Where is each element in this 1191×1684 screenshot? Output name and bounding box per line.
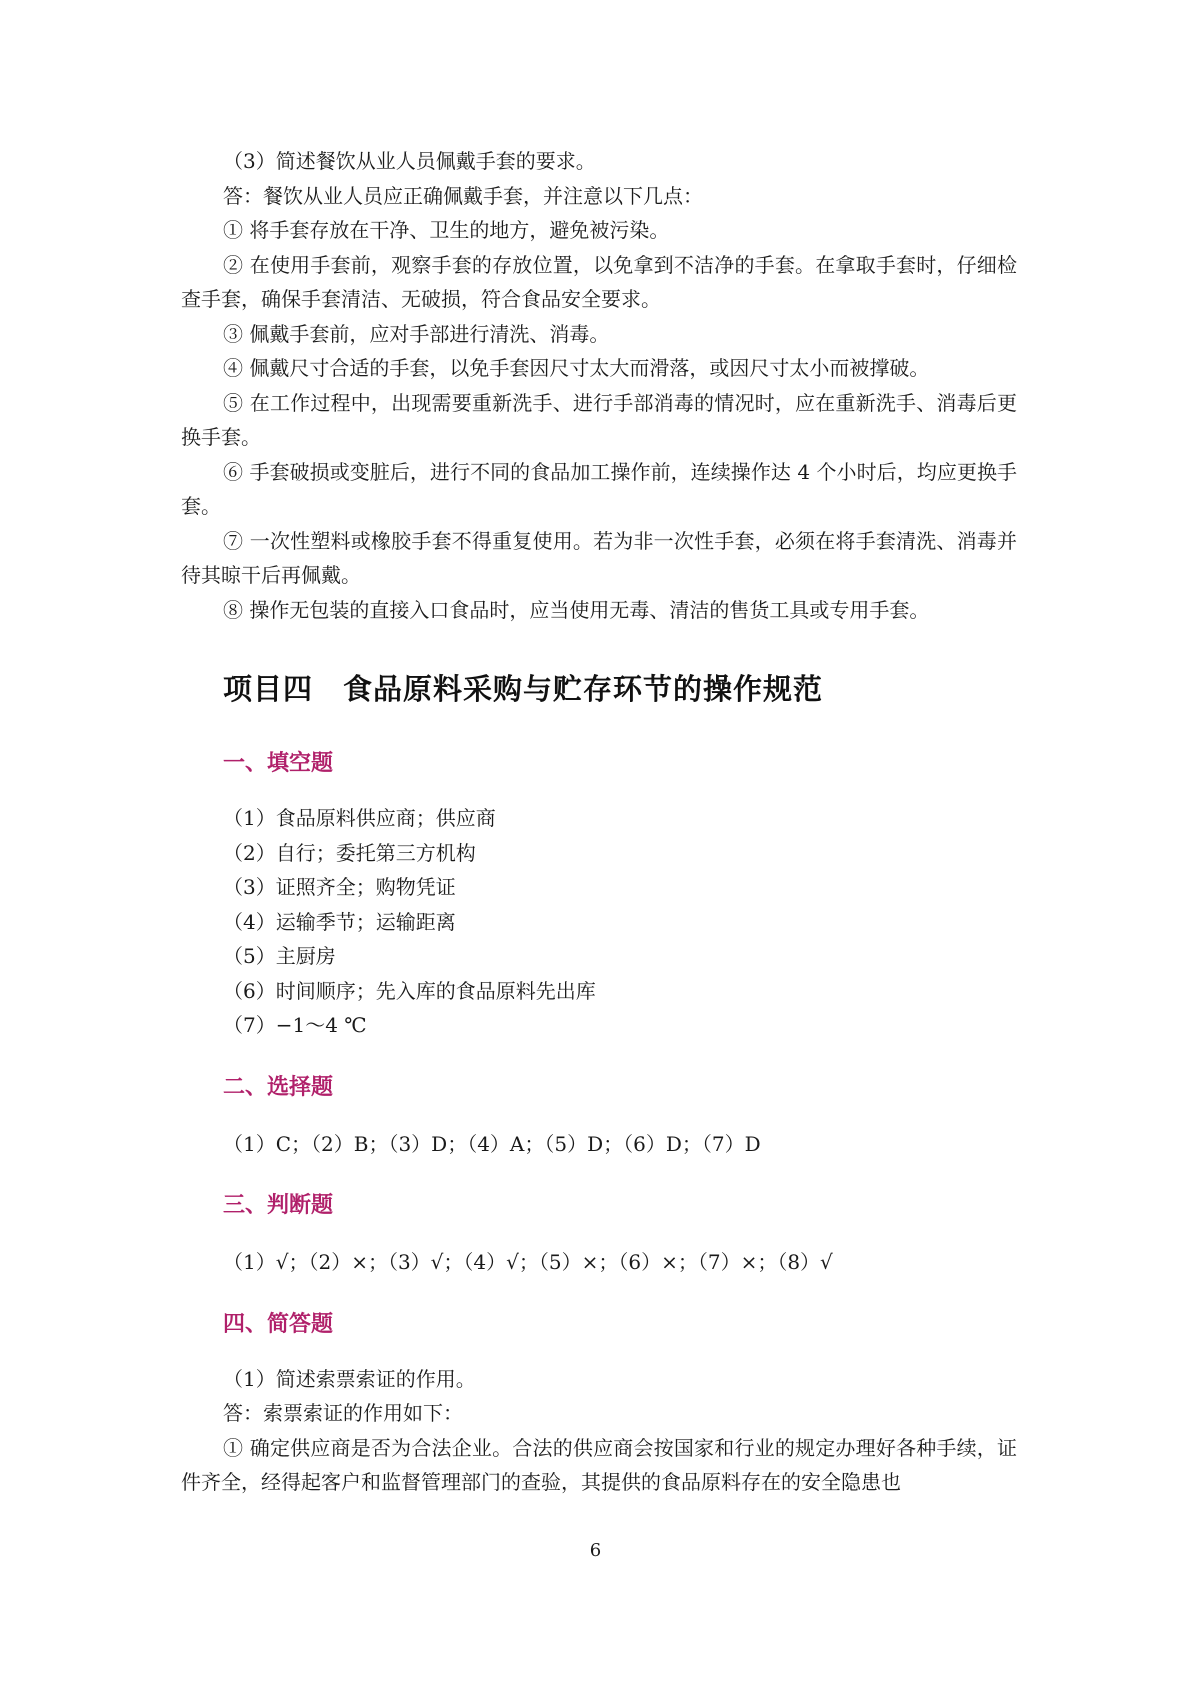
glove-point-2: ② 在使用手套前，观察手套的存放位置，以免拿到不洁净的手套。在拿取手套时，仔细检查手套，确保手套清洁、无破损，符合食品安全要求。	[181, 252, 1017, 311]
short-answer-intro: 答：索票索证的作用如下：	[223, 1401, 463, 1425]
glove-point-4: ④ 佩戴尺寸合适的手套，以免手套因尺寸太大而滑落，或因尺寸太小而被撑破。	[223, 356, 930, 380]
glove-point-6: ⑥ 手套破损或变脏后，进行不同的食品加工操作前，连续操作达 4 个小时后，均应更换手套。	[181, 459, 1017, 518]
fill-blank-item-4: （4）运输季节；运输距离	[223, 909, 456, 934]
page-content	[181, 144, 1017, 1500]
choice-answers: （1）C；（2）B；（3）D；（4）A；（5）D；（6）D；（7）D	[223, 1131, 761, 1156]
section-heading-fill-blank: 一、填空题	[223, 751, 334, 776]
page-number: 6	[589, 1540, 602, 1561]
project-title: 项目四 食品原料采购与贮存环节的操作规范	[223, 672, 824, 706]
fill-blank-item-3: （3）证照齐全；购物凭证	[223, 875, 456, 899]
section-heading-choice: 二、选择题	[223, 1074, 334, 1100]
glove-point-3: ③ 佩戴手套前，应对手部进行清洗、消毒。	[223, 321, 610, 346]
judge-answers: （1）√；（2）×；（3）√；（4）√；（5）×；（6）×；（7）×；（8）√	[223, 1250, 833, 1274]
fill-blank-item-5: （5）主厨房	[223, 944, 336, 968]
question-gloves: （3）简述餐饮从业人员佩戴手套的要求。	[223, 149, 596, 173]
glove-point-8: ⑧ 操作无包装的直接入口食品时，应当使用无毒、清洁的售货工具或专用手套。	[223, 597, 930, 622]
fill-blank-item-2: （2）自行；委托第三方机构	[223, 840, 476, 865]
fill-blank-item-6: （6）时间顺序；先入库的食品原料先出库	[223, 978, 596, 1003]
section-heading-judge: 三、判断题	[223, 1193, 334, 1218]
glove-point-1: ① 将手套存放在干净、卫生的地方，避免被污染。	[223, 218, 670, 242]
fill-blank-item-1: （1）食品原料供应商；供应商	[223, 806, 496, 830]
glove-point-7: ⑦ 一次性塑料或橡胶手套不得重复使用。若为非一次性手套，必须在将手套清洗、消毒并待其晾干后再佩戴。	[181, 528, 1017, 587]
answer-intro-gloves: 答：餐饮从业人员应正确佩戴手套，并注意以下几点：	[223, 183, 703, 208]
fill-blank-item-7: （7）−1～4 ℃	[223, 1013, 367, 1037]
short-answer-point-1: ① 确定供应商是否为合法企业。合法的供应商会按国家和行业的规定办理好各种手续，证件齐全，经得起客户和监督管理部门的查验，其提供的食品原料存在的安全隐患也	[181, 1435, 1017, 1494]
fill-blank-list	[181, 801, 1017, 1043]
short-answer-question: （1）简述索票索证的作用。	[223, 1366, 476, 1391]
glove-point-5: ⑤ 在工作过程中，出现需要重新洗手、进行手部消毒的情况时，应在重新洗手、消毒后更换手套。	[181, 390, 1017, 449]
section-heading-short-answer: 四、简答题	[223, 1311, 334, 1337]
short-answer-block	[181, 1362, 1017, 1500]
